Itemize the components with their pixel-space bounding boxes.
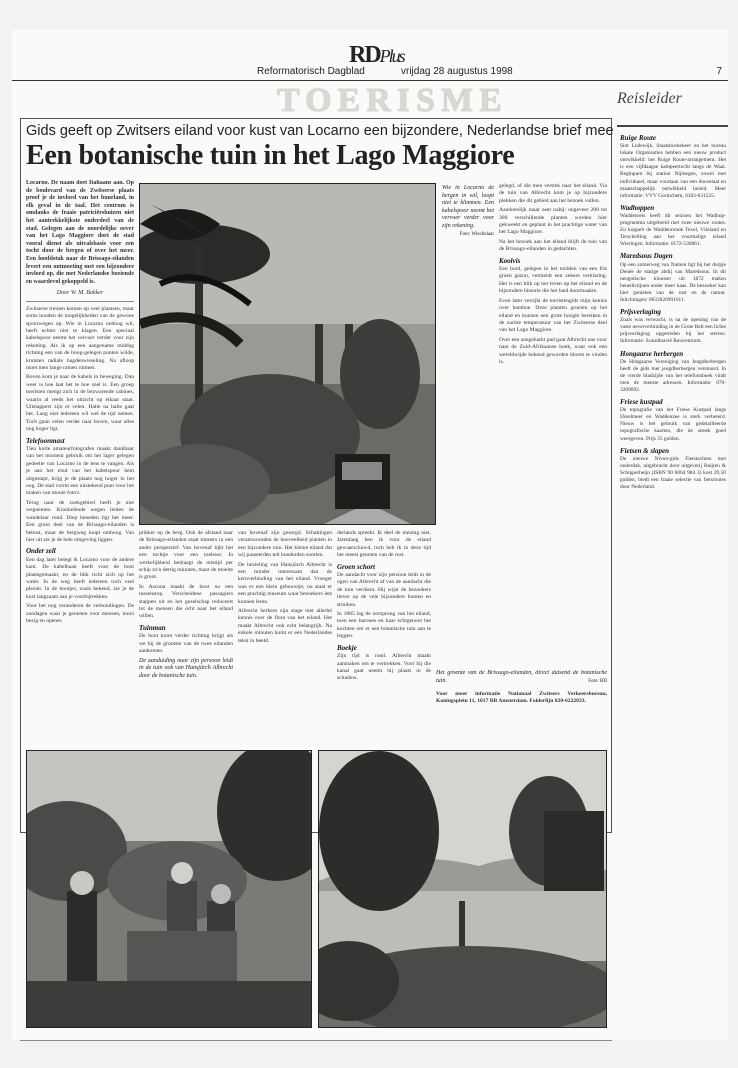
rd-plus-logo (349, 42, 404, 69)
paragraph: In Ascona maakt de boot nu een tussenstop. Verscheidene passagiers stappen uit en het gezelschap reduceert tot de mensen die écht naar het eiland willen. (139, 583, 233, 620)
sidebar-reisleider (620, 130, 726, 1030)
article-column-2 (139, 530, 233, 745)
paragraph: Voor het nog veranderen de verbondingen. De zondagen waar je genieten voor mensen, mooi bezig en opener. (26, 603, 134, 624)
article-intro: Locarno. De naam doet Italiaans aan. Op de boulevard van de Zwitserse plaats proef je de invloed van het buurland, in elk geval in de taal. Het centrum is omdanks de fraaie patriciërshuizen niet het aantrekkelijkste onderdeel van de stad. Gelegen aan de noordelijke oever van het Lago Maggiore doet de stad vooral dienst als uitvalsbasis voor een tocht door de bergen of over het meer. Een hoofdstuk naar de Brissago-eilanden levert een ontmoeting met een bijzondere invloed op, die met Nederlandse boeiende en waardevol gekoppeld is. (26, 180, 134, 285)
paragraph: gelegd, of die men vertrek naar het eiland. Via de tuin van Albrecht kom je op bijzondere plekken die dit gebied aan het bezoek vullen. (499, 183, 607, 204)
sidebar-item-title: Fietsen & slapen (620, 446, 670, 455)
photo-lake-view (318, 750, 607, 1028)
newspaper-name: Reformatorisch Dagblad (257, 66, 365, 77)
info-text: Nationaal Zwitsers Verkeersbureau, Koningsplein 11, 1017 BB Amsterdam. Folderlijn 020-6222033. (436, 691, 607, 705)
page-number: 7 (716, 66, 722, 77)
sidebar-item-title: Hongaarse herbergen (620, 349, 684, 358)
article-column-4 (499, 183, 607, 743)
paragraph: De aandacht voor zijn persoon leidt in de ogen van Albrecht af van de aandacht die de tuin verdient. Hij wijst de bezoekers liever op de vele bijzondere bomen en struiken. (337, 572, 431, 608)
paragraph: De boot komt verder richting krijgt als we bij de grootste van de twee eilanden aankomen. (139, 633, 233, 655)
paragraph: Boven kom je naar de kabels in beweging. Dan weer is hoe laat het te hoe snel is. Een groep toeristen mengt zich in de bezwarende cabines, waarin al reeds het uitzicht op elkaar staat. Uitstappers zijn er velen. Halte na halte gaat het. Lang niet iedereen wil wel de tijd nemen. Toch gaan velen verder naar boven, waar alles nog hoger ligt. (26, 374, 134, 433)
paragraph: Albrecht herkent zijn stage met allerlei kennis over de flora van het eiland. Het maakt Albrecht ook echt belangrijk. Na enkele minuten komt er een Nederlandse tekst in beeld. (238, 608, 332, 644)
paragraph: prikker op de berg. Ook de afstand naar de Brissago-eilanden staat immers in een ander perspectief. Van bovenaf lijkt het een tochtje voor een toeboot. In werkelijkheid bedraagt de reistijd per schip zo'n dertig minuten, maar de moeite is groot. (139, 530, 233, 581)
photo-cable-railway (139, 183, 436, 525)
sidebar-item-text: Sint Lodewijk, Staatsbosbeheer en het bureau lokale Organisaties hebben een nieuw product ontwikkeld: het Ruige Route-arrangement. Het is een vijfdaagse kampeertocht langs de Waal. Beginpunt bij station Nijmegen, zowel met individueel, maar voortaan van een docentaal en maatschappelijk ontwikkeld beleid. Meer informatie: VVV Gorinchem, 0183-631525. (620, 143, 726, 199)
subheading: Onder zeil (26, 547, 56, 556)
photo-credit: Foto: RD (588, 678, 607, 684)
article-headline: Een botanische tuin in het Lago Maggiore (26, 140, 515, 171)
issue-date: vrijdag 28 augustus 1998 (401, 66, 513, 77)
caption-top-block (442, 185, 494, 305)
newspaper-page (12, 30, 728, 1040)
sidebar-item-text: De topografie van het Friese Kustpad langs IJsselmeer en Waddenzee is sterk verbeterd. Nieuw is het gebruik van gedetailleerde topografische kaarten, die de streek goed weergeven. Prijs 35 gulden. (620, 407, 726, 442)
sidebar-item-title: Ruige Route (620, 134, 656, 142)
subheading: Groen schort (337, 562, 375, 571)
article-column-3 (238, 530, 332, 745)
logo-plus: Plus (379, 46, 404, 66)
paragraph: Tien korte amateurfotografen maakt dankbaar van het moment gebruik om het lager gelegen gedeelte van Locarno in de lens te vangen. Als je aan het eind van het kabelspoor bent uitgestapt, krijg je de plaats nog hoger in het oog. De stad vormt een uitstekend punt voor het maken van mooie foto's. (26, 446, 134, 497)
paragraph: Zijn tijd is rond. Albrecht maakt aanmaken om te vertrekken. Voor hij die kanal gaat neemt hij plaats in de schaduw. (337, 653, 431, 682)
paragraph: Even later verrijkt de toeristengids mijn kennis over bamboe. Deze planten groeien op het eiland en kunnen een grote hoogte bereiken in de zachte temperatuur van het Zwitserse deel van het Lago Maggiore. (499, 297, 607, 334)
sidebar-item-title: Friese kustpad (620, 398, 663, 407)
article-column-1 (26, 180, 134, 740)
section-title: TOERISME (277, 82, 508, 119)
article-kicker: Gids geeft op Zwitsers eiland voor kust van Locarno een bijzondere, Nederlandse brief mee (26, 123, 614, 139)
paragraph: Terug naar de zoekgebied heeft je niet wegnemen. Kronkelende wegen leiden de wandelaar rond. Diep beneden ligt het meer. Een groot deel van de Brissago-eilanden is bebost, maar de bergweg loopt omhoog. Van hier uit zie je de hele omgeving liggen. (26, 499, 134, 543)
subheading: Koolvis (499, 256, 521, 265)
paragraph: Na het bezoek aan het eiland blijft de tuin van de Brissago-eilanden in gedachten. (499, 238, 607, 253)
paragraph: Over een aangeharkt pad gaat Albrecht ons voor naar de Zuid-Afrikaanse hoek, waar ook een wereldwijde bekend geworden bloem te vinden is. (499, 336, 607, 365)
caption-right (436, 670, 607, 685)
info-label: Voor meer informatie (436, 691, 501, 698)
subheading: Boekje (337, 643, 357, 652)
article-column-6 (436, 670, 607, 745)
article-column-5 (337, 530, 431, 745)
info-note (436, 691, 607, 705)
paragraph: derlands spreekt. Ik deel de mening niet. Jarenlang ben ik voor de eiland gewaarschuwd, toch heb ik in deze tijd het meest genoten van de rust. (337, 530, 431, 559)
caption-text: Wie in Locarno de bergen in wil, loopt niet te klimmen. Een kabelspoor neemt het vervoer verder voor zijn rekening. (442, 185, 494, 229)
sidebar-item-text: De nieuwe Nivon-gids Fietstochten met onderdak, uitgebracht door uitgeverij Buijten & Schipperheijn (ISBN 90 6064 984 3) kost 29,50 gulden, biedt een fraaie selectie van fietsroutes door Nederland. (620, 455, 726, 491)
paragraph: De bezieling van Hansjürch Albrecht is een minder interessant dan de kernverbinding van het eiland. Vroeger was er een klein gebouwtje; nu staat er een prachtig museum waar bezoekers iets kunnen leren. (238, 561, 332, 605)
column-title: Reisleider (617, 90, 682, 107)
photo-credit: Foto: Wiechelaar (459, 231, 494, 237)
sidebar-item-text: Zoals was verwacht, is na de opening van de vaste oeververbinding in de Grote Belt een lichte prijsverlaging opgetreden bij het sterren. Informatie: Scandinavië Reiscentrum. (620, 317, 726, 345)
caption-text: Het groente van de Brissago-eilanden, direct duisend de botanische tuin. (436, 670, 607, 684)
caption-bottom-left: De aanduiding naar zijn persoon leidt in de tuin ook van Hansjürch Albrecht door de botanische tuin. (139, 657, 233, 679)
sidebar-rule (617, 125, 728, 127)
bottom-rule (20, 1040, 612, 1041)
paragraph: Een dag later belegt ik Locarno voor de andere kant. De kabelbaan heeft voor de boot plaatsgemaakt, en de blik richt zich op het water. In de weg heeft iedereen toch veel plezier. In de bootjes, zoals bekend, zie je de kust langzaam aan je voorbijtrekken. (26, 556, 134, 600)
sidebar-item-text: De Hongaarse Vereniging van Jeugdherbergen heeft de gids met jeugdherbergen verstuurd. In de vierde bladzijde van het telefoonboek vindt men de meeste adressen. Informatie: 070-3209092. (620, 358, 726, 393)
photo-garden-visitors (26, 750, 312, 1028)
paragraph: van bovenaf zijn gesorgd. Schattingen verantwoorden de hoeveelheid planten in een bijzondere tuin. Het kleine eiland dat wij passeerden telt honderden soorten. (238, 530, 332, 559)
sidebar-item-title: Prijsverlaging (620, 308, 661, 317)
sidebar-item-text: Waddenreis heeft dit seizoen het Wadhop-programma uitgebreid met twee nieuwe routes. Zo koppelt de Waddenronde Texel, Vlieland en Terschelling aan het voormalige eiland Wieringen. Informatie: 0172-536861. (620, 212, 726, 248)
sidebar-item-text: Op een zomerweg van Namen ligt bij het dorpje Denée de statige abdij van Maredsous. In dit neogotische klooster uit 1872 maken benedictijnen onder meer kaas. De bezoeker kan hier genieten van de rust en de natuur. Inlichtingen: 0032826991611. (620, 261, 726, 303)
byline: Door W. M. Bakker (26, 290, 134, 301)
masthead (12, 30, 728, 90)
sidebar-item-title: Wadhoppen (620, 203, 655, 212)
paragraph: Een bord, gelegen in het midden van een fris groen gazon, vermeldt een zekere verklaring. Het is een blik op het leven op het eiland en de bijzondere historie die het land doormaakte. (499, 266, 607, 295)
logo-main: RD (349, 42, 380, 68)
subheading: Tuinman (139, 623, 166, 632)
paragraph: Zwitserse treinen komen op veel plaatsen, maar soms houden de mogelijkheden van de gewone spoorwegen op. Wie in Locarno ondoog wil, heeft echter niet te klagen. Een speciaal kabelspoor neemt het vervoer verder voor zijn rekening. Als ik op een aangename middag richting een van de hoog-gelegen punten wilde, kruisten radiale bagdenwisseling. Na afloop moet men lange ramen ruimen. (26, 305, 134, 371)
paragraph: Aandoenlijk maar zeer nabij: ongeveer 200 tot 300 verschillende planten worden hier gekweekt en geplant in het prachtige water van het Lago Maggiore. (499, 207, 607, 236)
sidebar-item-title: Maredsous Dagen (620, 252, 673, 261)
subheading: Telefoonmast (26, 436, 65, 445)
paragraph: In 1885 lag de oorsprong van het eiland, toen een barones en haar echtgenoot het kochten om er een botanische tuin aan te leggen. (337, 611, 431, 640)
caption-top (442, 185, 494, 237)
masthead-rule (12, 80, 728, 81)
